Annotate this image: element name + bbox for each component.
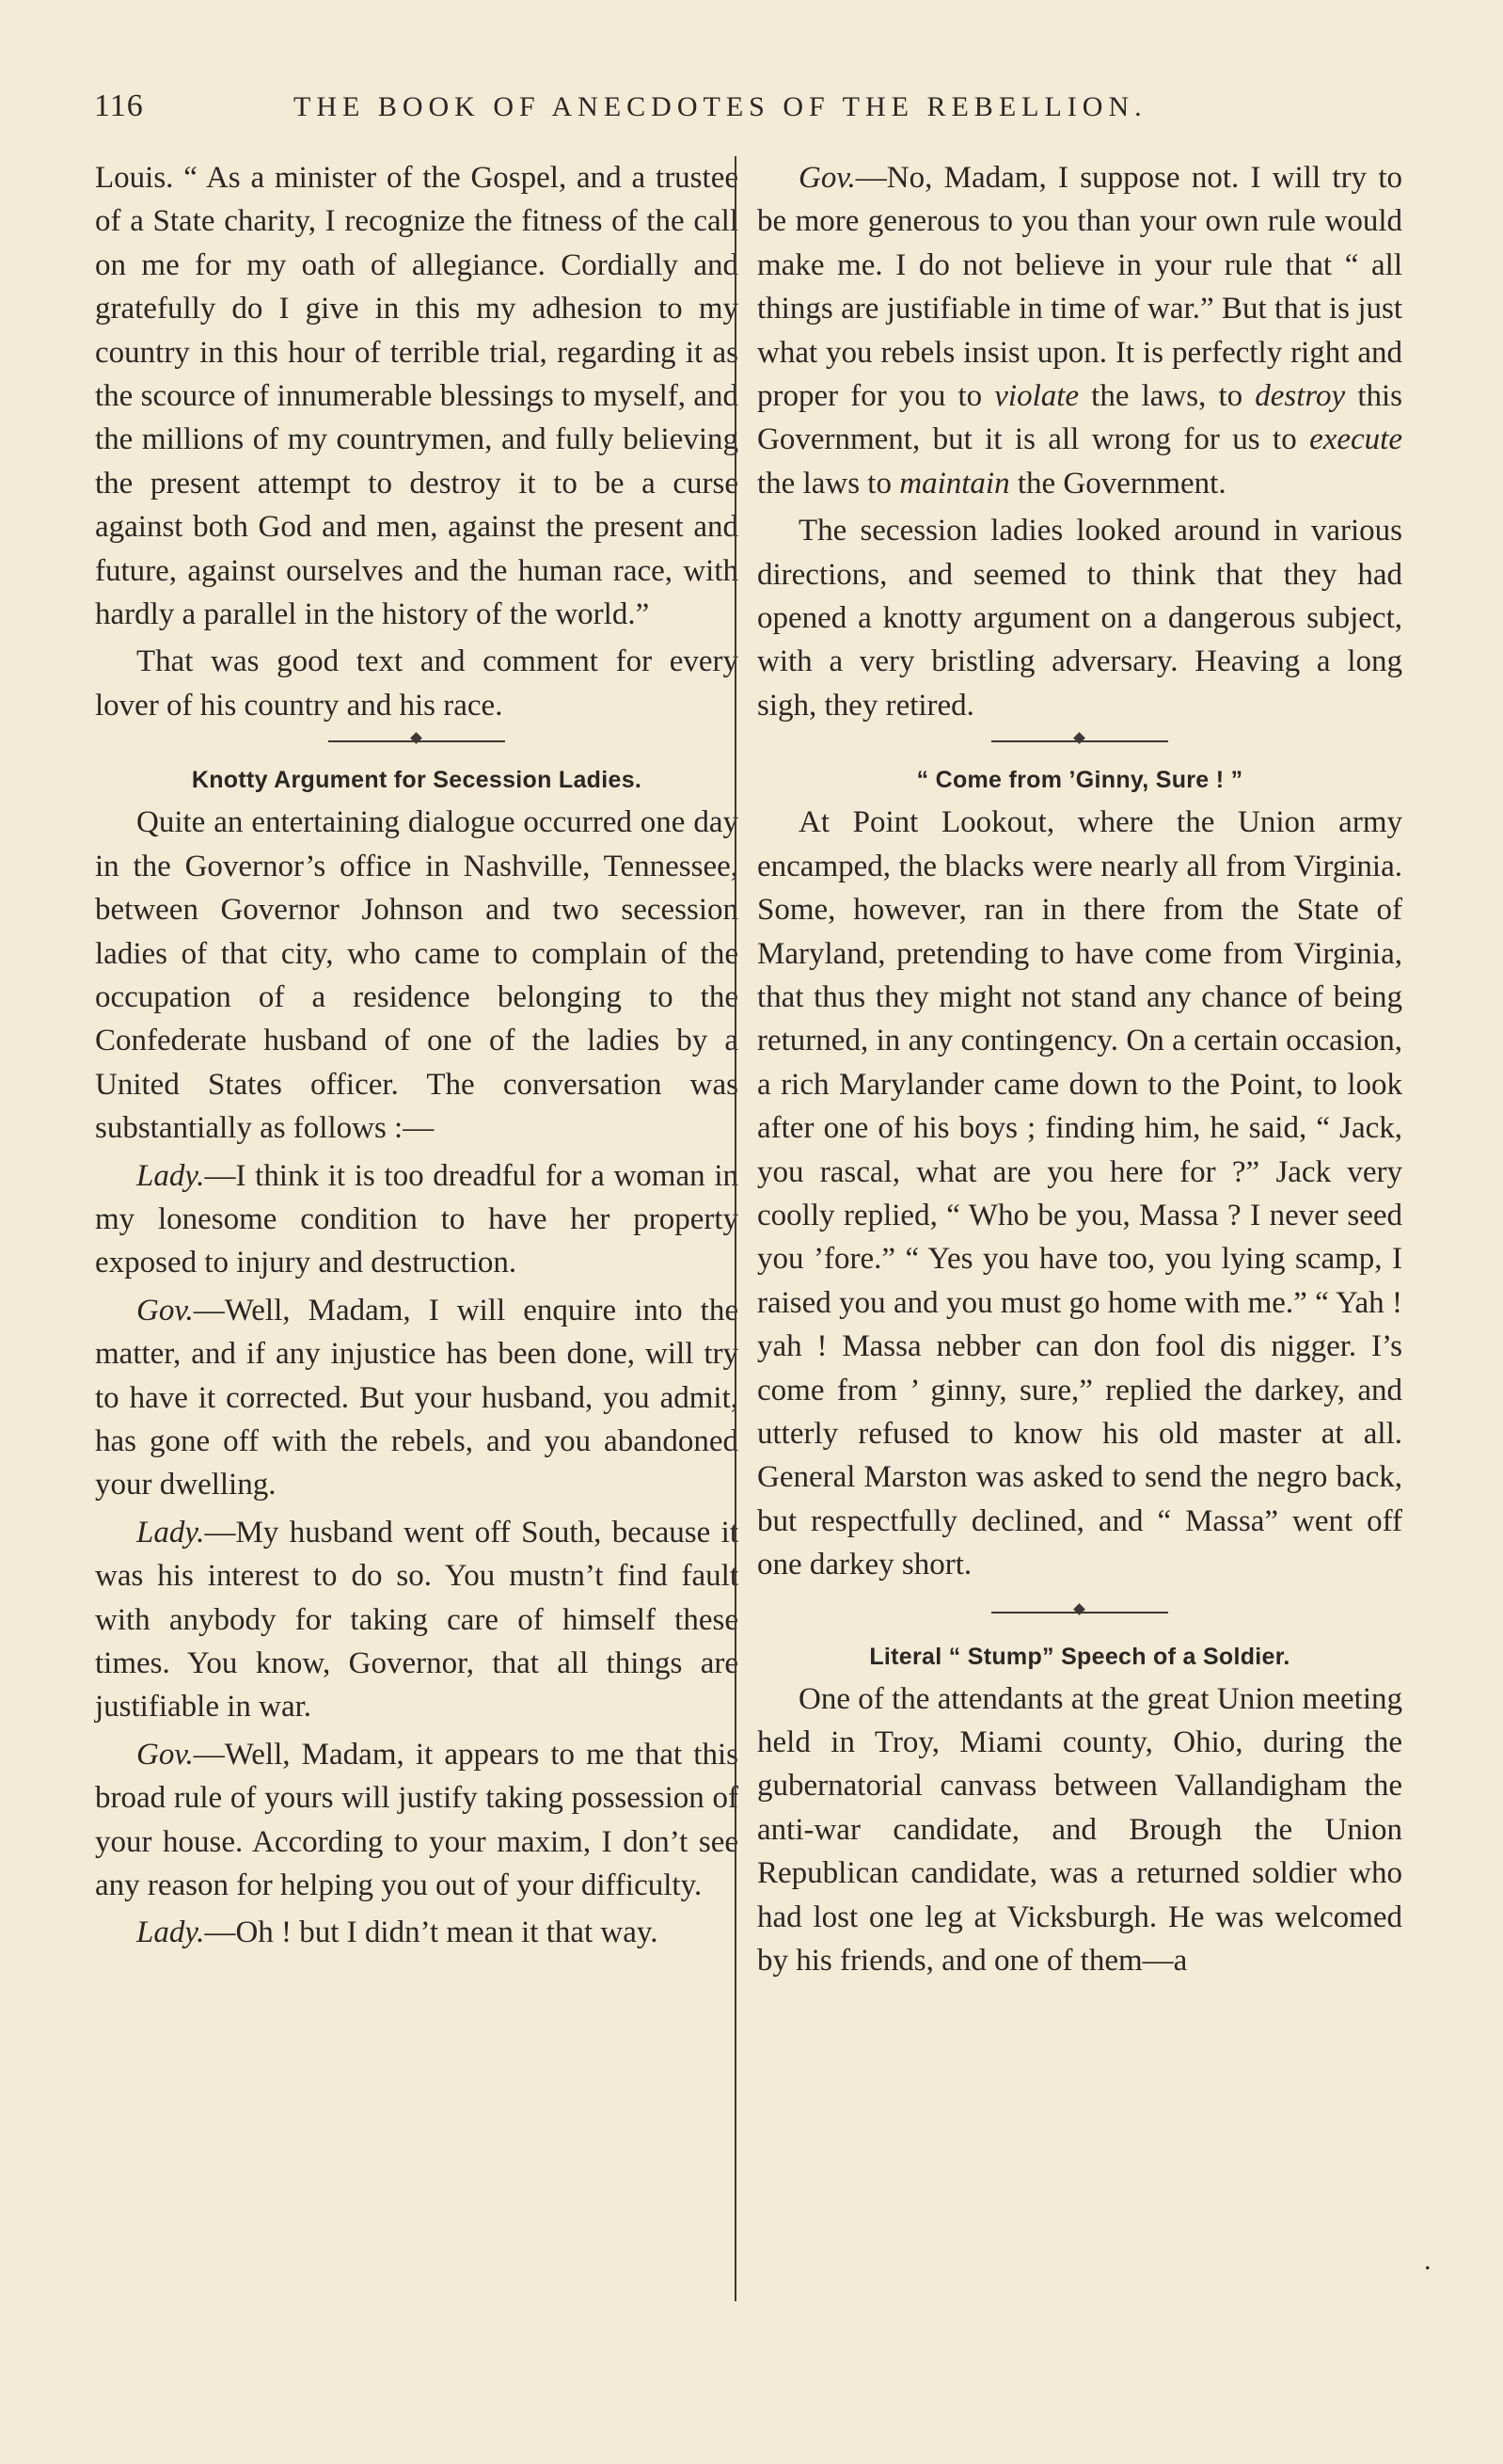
dialogue-line <box>95 1733 738 1908</box>
dialogue-line <box>95 1911 738 1954</box>
ladies-paragraph: The secession ladies looked around in various directions, and seemed to think that they had opened a knotty argument on a dangerous subject, with a very bristling adversary. Heaving a long sigh, they retired. <box>757 514 1402 723</box>
dialogue-line <box>95 1289 738 1507</box>
speaker-label: Gov. <box>799 161 856 195</box>
section-heading: “ Come from ’Ginny, Sure ! ” <box>916 767 1243 794</box>
dialogue-text: the laws to <box>757 466 900 501</box>
dialogue-text: —Well, Madam, it appears to me that this broad rule of yours will justify taking possession of your house. According to your maxim, I don’t see any reason for helping you out of your difficulty. <box>95 1737 738 1903</box>
left-column <box>95 156 738 1955</box>
emphasis-word: execute <box>1309 422 1402 457</box>
speaker-label: Gov. <box>136 1293 194 1327</box>
section-heading: Literal “ Stump” Speech of a Soldier. <box>869 1643 1290 1670</box>
emphasis-word: violate <box>994 379 1080 414</box>
column-rule <box>735 156 736 2301</box>
dialogue-text: —Oh ! but I didn’t mean it that way. <box>204 1916 658 1950</box>
dialogue-text: —No, Madam, I suppose not. I will try to be more generous to you than your own rule would make me. I do not believe in your rule that “ all things are justifiable in time of war.” But that is just what you rebels insist upon. It is perfectly right and proper for you to <box>757 161 1402 414</box>
section-paragraph: At Point Lookout, where the Union army encamped, the blacks were nearly all from Virginia. Some, however, ran in there from the State of Maryland, pretending to have come from Virginia, that thus they might not stand any chance of being returned, in any contingency. On a certain occasion, a rich Marylander came down to the Point, to look after one of his boys ; finding him, he said, “ Jack, you rascal, what are you here for ?” Jack very coolly replied, “ Who be you, Massa ? I never seed you ’fore.” “ Yes you have too, you lying scamp, I raised you and you must go home with me.” “ Yah ! yah ! Massa nebber can don fool dis nigger. I’s come from ’ ginny, sure,” replied the darkey, and utterly refused to know his old master at all. General Marston was asked to send the negro back, but respectfully declined, and “ Massa” went off one darkey short. <box>757 805 1402 1582</box>
dialogue-text: the laws, to <box>1079 379 1256 414</box>
dialogue-line <box>757 156 1402 505</box>
speaker-label: Gov. <box>136 1737 194 1772</box>
dialogue-text: —Well, Madam, I will enquire into the matter, and if any injustice has been done, will try to have it corrected. But your husband, you admit, has gone off with the rebels, and you abandoned your dwelling. <box>95 1293 738 1502</box>
speaker-label: Lady. <box>136 1158 205 1193</box>
intro-paragraph: Louis. “ As a minister of the Gospel, and a trustee of a State charity, I recognize the fitness of the call on me for my oath of allegiance. Cordially and gratefully do I give in this my adhesion to my country in this hour of terrible trial, regarding it as the scource of innumerable blessings to myself, and the millions of my countrymen, and fully believing the present attempt to destroy it to be a curse against both God and men, against the present and future, against ourselves and the human race, with hardly a parallel in the history of the world.” <box>95 161 738 632</box>
running-title: THE BOOK OF ANECDOTES OF THE REBELLION. <box>293 91 1147 122</box>
dialogue-text: —I think it is too dreadful for a woman in my lonesome condition to have her property exposed to injury and destruction. <box>95 1158 738 1280</box>
dialogue-text: the Government. <box>1009 466 1226 501</box>
section-intro-paragraph: Quite an entertaining dialogue occurred one day in the Governor’s office in Nashville, Tennessee, between Governor Johnson and two secession ladies of that city, who came to complain of the occupation of a residence belonging to the Confederate husband of one of the ladies by a United States officer. The conversation was substantially as follows :— <box>95 805 738 1146</box>
emphasis-word: destroy <box>1255 379 1346 414</box>
section-divider <box>757 1600 1402 1629</box>
speaker-label: Lady. <box>136 1916 205 1950</box>
right-column <box>757 156 1402 1982</box>
emphasis-word: maintain <box>899 466 1010 501</box>
section-paragraph: One of the attendants at the great Union meeting held in Troy, Miami county, Ohio, during the gubernatorial canvass between Vallandigham the anti-war candidate, and Brough the Union Republican candidate, was a returned soldier who had lost one leg at Vicksburgh. He was welcomed by his friends, and one of them—a <box>757 1681 1402 1979</box>
page-number: 116 <box>94 88 144 123</box>
dialogue-text: this Government, but it is all wrong for us to <box>757 379 1402 457</box>
dialogue-text: —My husband went off South, because it was his interest to do so. You mustn’t find fault with anybody for taking care of himself these times. You know, Governor, that all things are justifiable in war. <box>95 1515 738 1725</box>
speaker-label: Lady. <box>136 1515 205 1550</box>
comment-paragraph: That was good text and comment for every lover of his country and his race. <box>95 644 738 723</box>
section-divider <box>95 729 738 757</box>
running-head <box>94 88 1411 126</box>
stray-mark: . <box>1424 2245 1432 2276</box>
dialogue-line <box>95 1511 738 1729</box>
section-heading: Knotty Argument for Secession Ladies. <box>191 767 642 794</box>
dialogue-line <box>95 1154 738 1285</box>
section-divider <box>757 729 1402 757</box>
